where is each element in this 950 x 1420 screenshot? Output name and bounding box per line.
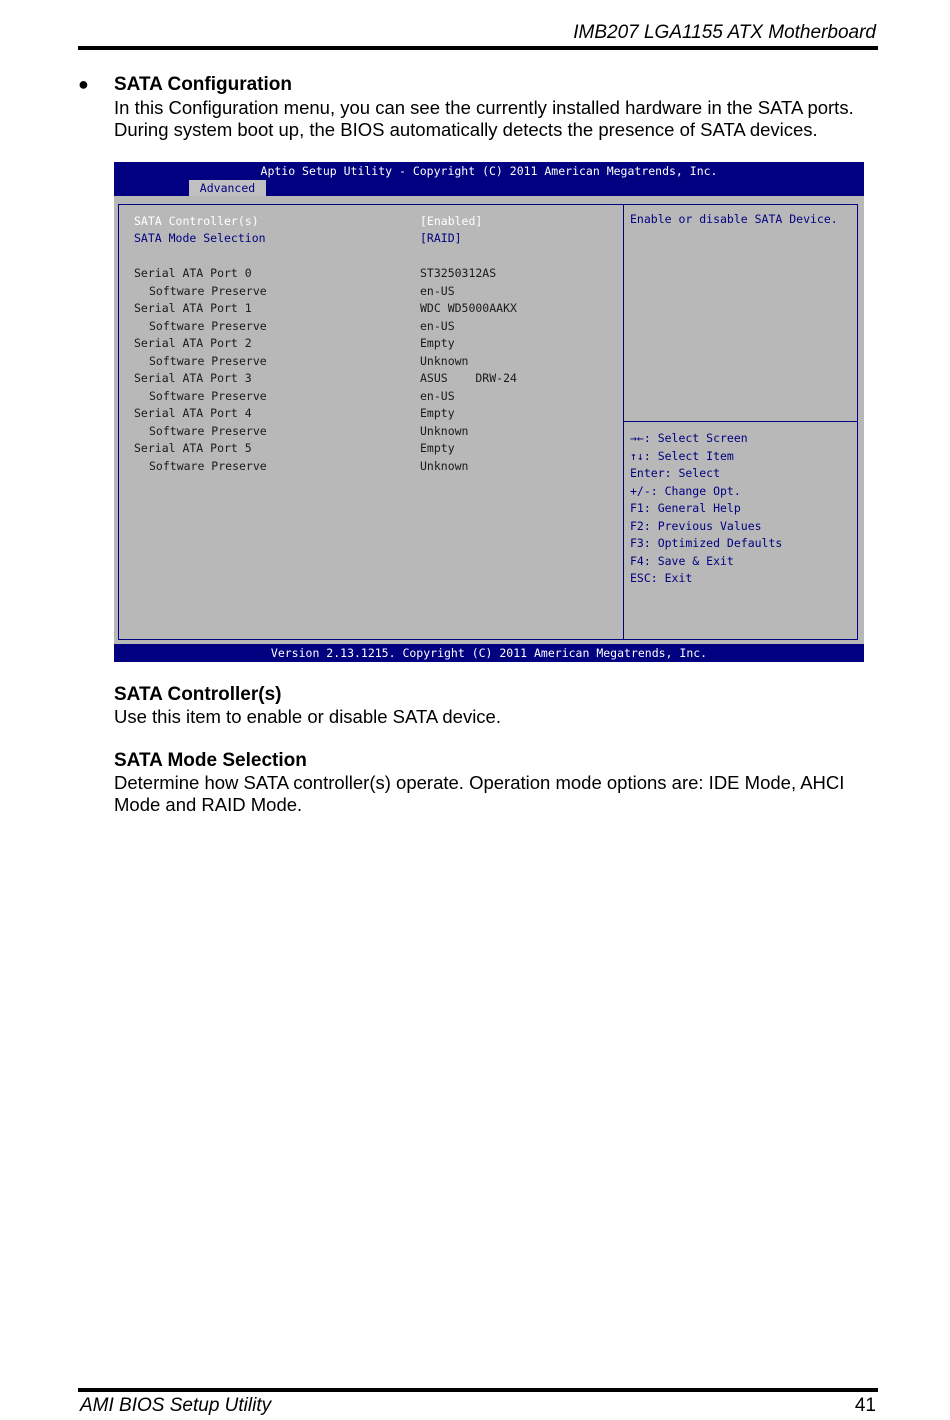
port-label: Serial ATA Port 3 — [134, 371, 252, 385]
software-preserve-value: Unknown — [420, 354, 469, 368]
help-divider — [623, 421, 858, 422]
footer-title: AMI BIOS Setup Utility — [80, 1395, 272, 1416]
key-hint: ↑↓: Select Item — [630, 448, 734, 463]
header-title: IMB207 LGA1155 ATX Motherboard — [573, 22, 876, 43]
port-value: Empty — [420, 406, 455, 420]
key-hint: ESC: Exit — [630, 571, 693, 585]
software-preserve-label: Software Preserve — [149, 354, 267, 368]
key-hint: F4: Save & Exit — [630, 553, 734, 568]
section-intro — [114, 97, 894, 141]
port-value: Empty — [420, 336, 455, 350]
software-preserve-label: Software Preserve — [149, 424, 267, 438]
key-hint: Enter: Select — [630, 466, 721, 480]
sata-mode-label[interactable]: SATA Mode Selection — [134, 231, 266, 245]
header-rule — [78, 46, 878, 50]
intro-line: During system boot up, the BIOS automatically detects the presence of SATA devices. — [114, 119, 818, 140]
bios-title-bar: Aptio Setup Utility - Copyright (C) 2011 American Megatrends, Inc. — [260, 164, 718, 178]
software-preserve-value: en-US — [420, 284, 455, 298]
sata-controller-heading: SATA Controller(s) — [114, 684, 282, 705]
bios-panel — [114, 196, 864, 644]
key-hint: →←: Select Screen — [630, 431, 748, 445]
footer-rule — [78, 1388, 878, 1392]
port-label: Serial ATA Port 2 — [134, 336, 252, 350]
port-value: WDC WD5000AAKX — [420, 301, 517, 315]
software-preserve-label: Software Preserve — [149, 389, 267, 403]
port-value: ST3250312AS — [420, 266, 497, 280]
bullet: ● — [78, 74, 89, 94]
key-legend — [630, 430, 782, 588]
key-hint: F2: Previous Values — [630, 518, 762, 533]
key-hint: +/-: Change Opt. — [630, 483, 741, 498]
sata-controller-value[interactable]: [Enabled] — [420, 214, 483, 228]
page-number: 41 — [854, 1395, 876, 1416]
sata-mode-heading: SATA Mode Selection — [114, 750, 307, 771]
section-title: SATA Configuration — [114, 74, 293, 95]
port-value: ASUS DRW-24 — [420, 371, 517, 385]
bios-screenshot — [114, 162, 864, 662]
software-preserve-value: Unknown — [420, 459, 469, 473]
port-value: Empty — [420, 441, 455, 455]
sata-controller-description: Use this item to enable or disable SATA device. — [114, 706, 501, 727]
key-hint: F3: Optimized Defaults — [630, 536, 783, 550]
software-preserve-value: en-US — [420, 319, 455, 333]
software-preserve-label: Software Preserve — [149, 284, 267, 298]
help-text: Enable or disable SATA Device. — [630, 212, 838, 226]
software-preserve-value: Unknown — [420, 424, 469, 438]
sata-mode-description: Determine how SATA controller(s) operate. Operation mode options are: IDE Mode, AHCI Mode and RAID Mode. — [114, 772, 845, 815]
software-preserve-label: Software Preserve — [149, 319, 267, 333]
software-preserve-value: en-US — [420, 389, 455, 403]
tab-advanced[interactable]: Advanced — [189, 180, 266, 196]
sata-controller-label[interactable]: SATA Controller(s) — [134, 214, 259, 228]
intro-line: In this Configuration menu, you can see the currently installed hardware in the SATA ports. — [114, 97, 854, 118]
port-label: Serial ATA Port 4 — [134, 406, 252, 420]
port-label: Serial ATA Port 0 — [134, 266, 252, 280]
port-label: Serial ATA Port 5 — [134, 441, 252, 455]
bios-version-bar: Version 2.13.1215. Copyright (C) 2011 American Megatrends, Inc. — [270, 646, 708, 660]
sata-mode-value[interactable]: [RAID] — [420, 231, 462, 245]
port-label: Serial ATA Port 1 — [134, 301, 252, 315]
key-hint: F1: General Help — [630, 501, 741, 515]
software-preserve-label: Software Preserve — [149, 459, 267, 473]
